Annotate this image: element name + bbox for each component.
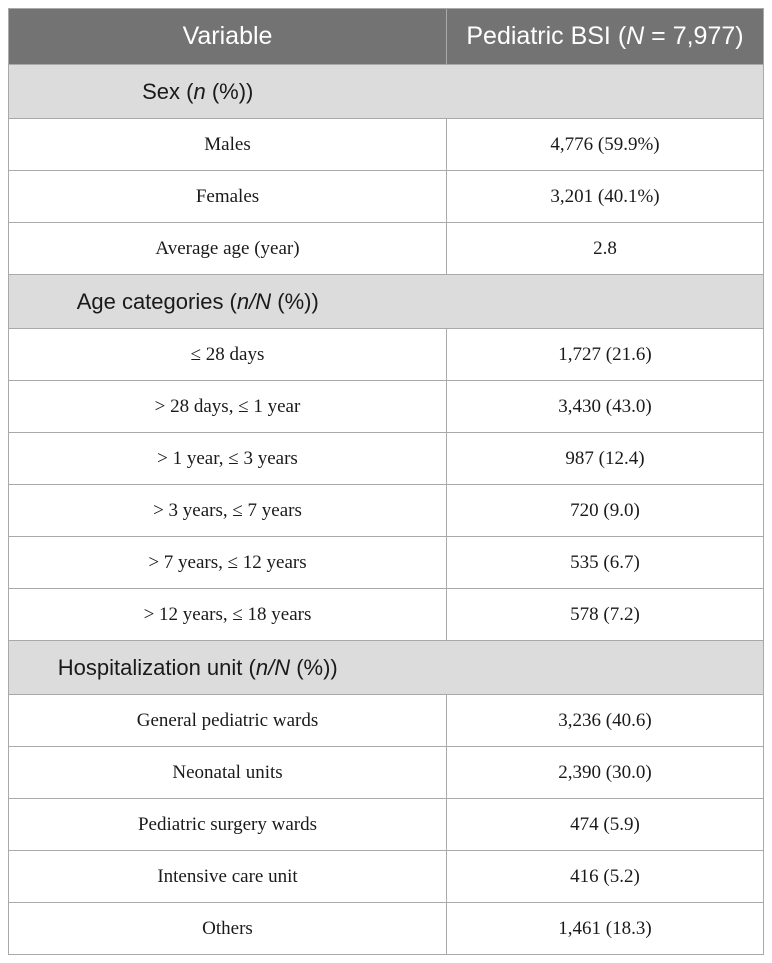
section-row xyxy=(9,641,764,695)
section-title-prefix: Hospitalization unit ( xyxy=(57,654,256,680)
table-row xyxy=(9,433,764,485)
section-title-italic: n/N xyxy=(236,288,272,314)
section-title-text xyxy=(77,289,319,315)
header-value-n: N xyxy=(626,22,645,50)
section-blank-cell xyxy=(447,641,764,695)
variable-cell: Neonatal units xyxy=(9,747,447,799)
value-cell: 987 (12.4) xyxy=(447,433,764,485)
data-table-container xyxy=(8,8,763,955)
variable-cell: Males xyxy=(9,119,447,171)
variable-cell: Average age (year) xyxy=(9,223,447,275)
variable-cell: > 28 days, ≤ 1 year xyxy=(9,381,447,433)
table-row xyxy=(9,589,764,641)
table-body xyxy=(9,65,764,955)
section-title xyxy=(9,641,447,695)
variable-cell: > 7 years, ≤ 12 years xyxy=(9,537,447,589)
section-title-suffix: (%)) xyxy=(290,654,338,680)
section-row xyxy=(9,65,764,119)
header-variable: Variable xyxy=(9,9,447,65)
section-title xyxy=(9,275,447,329)
variable-cell: > 1 year, ≤ 3 years xyxy=(9,433,447,485)
table-row xyxy=(9,537,764,589)
variable-cell: Others xyxy=(9,903,447,955)
section-title-prefix: Age categories ( xyxy=(76,288,237,314)
table-row xyxy=(9,329,764,381)
value-cell: 4,776 (59.9%) xyxy=(447,119,764,171)
value-cell: 3,201 (40.1%) xyxy=(447,171,764,223)
header-value-suffix: = 7,977) xyxy=(644,22,744,50)
table-row xyxy=(9,695,764,747)
variable-cell: Females xyxy=(9,171,447,223)
value-cell: 416 (5.2) xyxy=(447,851,764,903)
section-title-text xyxy=(142,79,253,105)
variable-cell: Pediatric surgery wards xyxy=(9,799,447,851)
section-title xyxy=(9,65,447,119)
table-row xyxy=(9,381,764,433)
section-title-italic: n/N xyxy=(255,654,291,680)
header-pediatric-bsi xyxy=(447,9,764,65)
value-cell: 535 (6.7) xyxy=(447,537,764,589)
header-row xyxy=(9,9,764,65)
value-cell: 720 (9.0) xyxy=(447,485,764,537)
pediatric-bsi-table xyxy=(8,8,764,955)
section-row xyxy=(9,275,764,329)
section-blank-cell xyxy=(447,275,764,329)
table-row xyxy=(9,903,764,955)
value-cell: 1,727 (21.6) xyxy=(447,329,764,381)
variable-cell: ≤ 28 days xyxy=(9,329,447,381)
value-cell: 578 (7.2) xyxy=(447,589,764,641)
variable-cell: Intensive care unit xyxy=(9,851,447,903)
section-title-suffix: (%)) xyxy=(271,288,319,314)
section-blank-cell xyxy=(447,65,764,119)
section-title-text xyxy=(58,655,338,681)
header-value-prefix: Pediatric BSI ( xyxy=(466,22,627,50)
table-row xyxy=(9,747,764,799)
section-title-suffix: (%)) xyxy=(205,78,254,104)
variable-cell: > 3 years, ≤ 7 years xyxy=(9,485,447,537)
value-cell: 2,390 (30.0) xyxy=(447,747,764,799)
variable-cell: General pediatric wards xyxy=(9,695,447,747)
table-row xyxy=(9,799,764,851)
value-cell: 3,236 (40.6) xyxy=(447,695,764,747)
value-cell: 1,461 (18.3) xyxy=(447,903,764,955)
value-cell: 2.8 xyxy=(447,223,764,275)
table-row xyxy=(9,851,764,903)
table-row xyxy=(9,119,764,171)
table-row xyxy=(9,223,764,275)
section-title-prefix: Sex ( xyxy=(142,78,194,104)
section-title-italic: n xyxy=(193,78,206,104)
table-row xyxy=(9,171,764,223)
value-cell: 3,430 (43.0) xyxy=(447,381,764,433)
variable-cell: > 12 years, ≤ 18 years xyxy=(9,589,447,641)
value-cell: 474 (5.9) xyxy=(447,799,764,851)
table-row xyxy=(9,485,764,537)
